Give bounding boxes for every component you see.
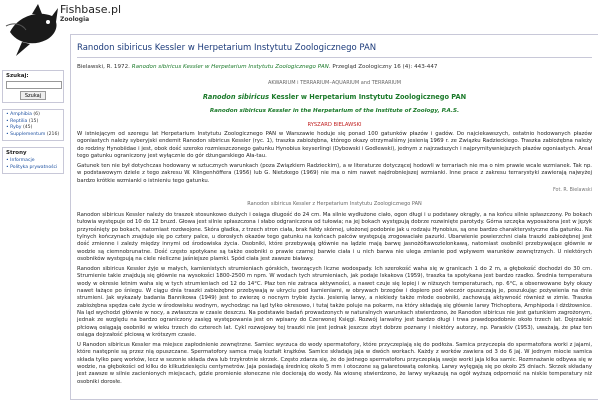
document-subheading: Ranodon sibiricus Kessler in the Herpetarium of the Institute of Zoology, P.A.S. xyxy=(209,108,460,114)
search-box xyxy=(2,70,64,103)
pages-box xyxy=(2,147,64,174)
paragraph: Ranodon sibiricus Kessler należy do traszek stosunkowo dużych i osiąga długość do 24 cm. Ma silnie wydłużone ciało, ogon długi i u podstawy okrągły, a na końcu silnie spłaszczony. Po bokach tułowia występuje od 10 do 12 bruzd. Głowa jest silnie spłaszczona i słabo odgraniczona od tułowia; na jej bokach występują dobrze rozwinięte parotydy. Górna szczęka wyposażona jest w język przyrośnięty po bokach, natomiast rozdwojone. Skóra gładka, z trzech stron ciała, brak fałdy skórnej, ułożonej podobnie jak u rodzaju Hynobius, są one bardzo charakterystyczne dla gatunku. Na tylnych kończynach znajduje się po cztery palce, u dorosłych okazów tego gatunku na końcach palców występują zrogowaciałe pazurki. Ubarwienie powierzchni ciała traszki zabiożębnej jest dość zmienne i zależy między innymi od środowiska życia. Osobniki, które przebywają głównie na lądzie mają barwę jasnożółtawozielonkawą, natomiast osobniki przebywające głównie w wodzie są ciemnobrunatne. Dość często spotykane są także osobniki o prawie czarnej barwie ciała i u nich barwa nie ulega zmianie pod wpływem warunków zewnętrznych. U niektórych osobników występują na ciele nieliczne jaśniejsze plamki. Spód ciała jest zawsze białawy. xyxy=(77,212,592,262)
citation-title[interactable]: Ranodon sibiricus Kessler w Herpetarium Instytutu Zoologicznego PAN xyxy=(131,64,329,70)
paragraph: Ranodon sibiricus Kessler żyje w małych, kamienistych strumieniach górskich, tworzących liczne wodospady. Ich szerokość waha się w granicach 1 do 2 m, a głębokość dochodzi do 30 cm. Strumienie takie znajdują się głównie na wysokości 1800-2500 m npm. W wodach tych strumieniach, jak podaje Iskakova (1959), traszka ta spotykana jest bardzo rzadko. Średnia temperatura wody w okresie letnim waha się w tych strumieniach od 12 do 14°C. Płaz ten nie zatraca aktywności, a nawet czuje się lepiej i w niższych temperaturach, np. 6°C, a obserwowane były okazy nawet łażące po śniegu. W ciągu dnia traszki zabiożębne przebywają w ukryciu pod kamieniami, w obrywach brzegów i dopiero pod wieczór opuszczają je, poszukując pożywienia na dnie strumieni. Jak wykazały badania Bannikowa (1949) jest to zwierzę o nocnym trybie życia. Jesienią larwy, a niekiedy także młode osobniki, zachowują aktywność również w zimie. Traszka zabiożębna spędza całe życie w środowisku wodnym, wychodząc na ląd tylko okresowo, i tutaj także poluje na pokarm, na który składają się głównie larwy Trichoptera, Amphipoda i dżdżownice. Na ląd wychodzi głównie w nocy, a zwłaszcza w czasie deszczu. Na podstawie badań prowadzonych w naturalnych warunkach stwierdzono, że Ranodon sibiricus nie jest gatunkiem zagrożonym, jednak ze względu na bardzo ograniczony zasięg występowania jest on wpisany do Czerwonej Księgi. Rozwój larwalny jest bardzo długi i trwa prawdopodobnie około trzech lat. Dojrzałość płciową osiągają osobniki w wieku trzech do czterech lat. Cykl rozwojowy tej traszki nie jest jednak jeszcze zbyt dobrze poznany i niektóry autorzy, np. Paraskiv (1953), uważają, że płaz ten osiąga dojrzałość płciową w krótszym czasie. xyxy=(77,266,592,338)
site-subtitle: Zoologia xyxy=(60,16,90,23)
category-count: (45) xyxy=(22,125,33,130)
citation-journal: . Przegląd Zoologiczny 16 (4): 443-447 xyxy=(328,64,438,70)
sidebar xyxy=(0,70,66,180)
site-title[interactable]: Fishbase.pl xyxy=(60,3,122,16)
article-content xyxy=(70,34,598,400)
category-item[interactable] xyxy=(6,132,60,139)
document-heading xyxy=(77,93,592,101)
search-input[interactable] xyxy=(6,81,62,89)
document-author: RYSZARD BIELAWSKI xyxy=(307,122,362,128)
paragraph: W istniejącym od szeregu lat Herpetarium Instytutu Zoologicznego PAN w Warszawie hoduje się ponad 100 gatunków płazów i gadów. Do najciekawszych, ostatnio hodowanych płazów ogoniastych należy syberyjski endemit Ranodon sibiricus Kessler (ryc. 1), traszka zabiożębna, którego okazy otrzymaliśmy jesienią 1969 r. ze Związku Radzieckiego. Traszka zabiożębna należy do rodziny Hynobiidae i jest, obok dość szeroko rozmieszczonego gatunku Hynobius keyserlingi (Dybowski i Godlewski), jednym z najrzadszych i najprymitywniejszych płazów ogoniastych. Areał tego gatunku ograniczony jest wyłącznie do gór dżungarskiego Ała-tau. xyxy=(77,131,592,159)
category-label: Reptilia xyxy=(10,118,28,124)
section-label: AKWARIUM i TERRARIUM–AQUARIUM and TERRARIUM xyxy=(267,80,402,86)
page-title[interactable]: Ranodon sibiricus Kessler w Herpetarium Instytutu Zoologicznego PAN xyxy=(77,43,592,58)
category-label: Ryby xyxy=(10,125,22,130)
citation xyxy=(77,64,592,70)
page-link[interactable]: • Polityka prywatności xyxy=(6,165,60,172)
paragraph: U Ranodon sibiricus Kessler ma miejsce zapłodnienie zewnętrzne. Samiec wyrzuca do wody spermatofory, które przyczepiają się do podłoża. Samica przyczepia do spermatofora worki z jajami, które następnie są przez nią opuszczane. Spermatofory samca mają kształt krążków. Samice składają jaja w dwóch workach. Każdy z worków zawiera od 3 do 6 jaj. W jednym miocie samica składa tylko parę worków, lecz w sezonie składa dwa lub trzykrotnie skrzek. Często zdarza się, że do jednego spermatoforu przyczepiają swoje worki jaja kilka samic. Rozmnażanie odbywa się w wodzie, na głębokości od kilku do kilkudziesięciu centymetrów. Jaja posiadają średnicę około 5 mm i otoczone są galaretowatą osłonką. Larwy wylęgają się po około 25 dniach. Skrzek składany jest zawsze w silnie zacienionych miejscach, gdzie promienie słoneczne nie docierają do wody. Na wiosnę stwierdzono, że larwy wykazują na ogół wyższą odporność na niskie temperatury niż osobniki dorosłe. xyxy=(77,342,592,385)
page-link[interactable]: • Informacje xyxy=(6,158,60,165)
heading-rest: Kessler w Herpetarium Instytutu Zoologicznego PAN xyxy=(269,93,467,101)
paragraph: Gatunek ten nie był dotychczas hodowany w sztucznych warunkach (poza Związkiem Radzieckim), a w literaturze dotyczącej hodowli w terrariach nie ma o nim prawie wcale wzmianek. Tak np. w podstawowym dziele z tego zakresu W. Klingenhöffera (1956) lub G. Nietzkego (1969) nie ma o nim nawet najdrobniejszej wzmianki. Inne prace z zakresu terrarystyki zawierają najwyżej bardzo krótkie wzmianki o istnieniu tego gatunku. xyxy=(77,163,592,184)
pages-title: Strony xyxy=(6,150,27,156)
search-title: Szukaj: xyxy=(6,73,29,79)
category-count: (6) xyxy=(33,112,40,117)
header-bar xyxy=(0,0,600,28)
fish-logo-icon[interactable] xyxy=(4,2,60,58)
search-button[interactable]: Szukaj xyxy=(20,91,46,100)
category-label: Amphibia xyxy=(10,112,32,117)
category-count: (216) xyxy=(46,131,60,137)
figure-caption: Ranodon sibiricus Kessler z Herpetarium Instytutu Zoologicznego PAN xyxy=(247,201,422,208)
citation-authors: Bielawski, R. 1972. xyxy=(77,64,130,70)
categories-box xyxy=(2,109,64,141)
heading-species: Ranodon sibiricus xyxy=(202,93,270,101)
category-count: (15) xyxy=(28,118,39,124)
photo-credit: Fot. R. Bielawski xyxy=(552,188,592,194)
category-label: Supplementum xyxy=(10,131,46,137)
